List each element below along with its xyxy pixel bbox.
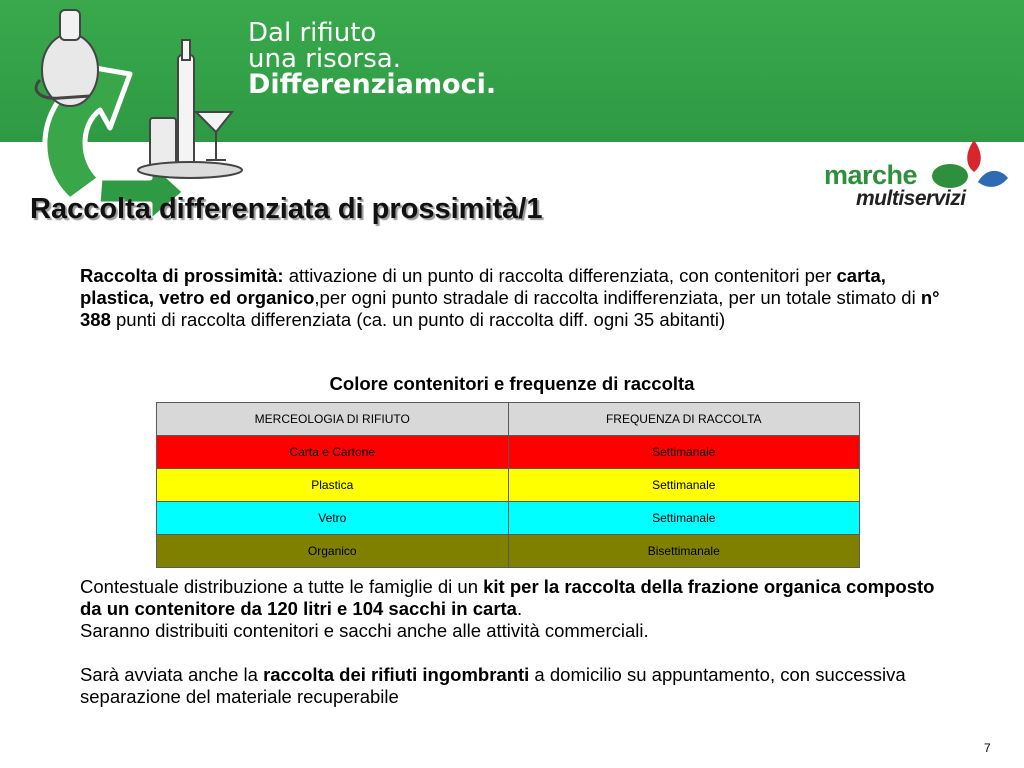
header-material: MERCEOLOGIA DI RIFIUTO [157, 403, 509, 436]
table-row [157, 469, 860, 502]
material-cell: Vetro [157, 502, 509, 535]
frequency-cell: Bisettimanale [508, 535, 860, 568]
header-frequency: FREQUENZA DI RACCOLTA [508, 403, 860, 436]
table-row [157, 502, 860, 535]
page-number: 7 [984, 741, 991, 755]
kit-text-3: Saranno distribuiti contenitori e sacchi anche alle attività commerciali. [80, 620, 649, 641]
material-cell: Organico [157, 535, 509, 568]
slogan-line-1: Dal rifiuto [248, 18, 377, 48]
logo-word-multiservizi: multiservizi [856, 187, 966, 210]
intro-text-3: punti di raccolta differenziata (ca. un punto di raccolta diff. ogni 35 abitanti) [110, 309, 726, 330]
bulky-text-1: Sarà avviata anche la [80, 664, 264, 685]
company-logo [820, 138, 1010, 216]
bulky-text-2: a domicilio su appuntamento, con successiva separazione del materiale recuperabile [80, 664, 906, 707]
intro-materials: carta, plastica, vetro ed organico [80, 265, 886, 308]
kit-highlight: kit per la raccolta della frazione organica composto da un contenitore da 120 litri e 104 sacchi in carta [80, 576, 935, 619]
page-title: Raccolta differenziata di prossimità/1 [30, 193, 543, 225]
logo-word-marche: marche [824, 160, 918, 190]
slogan [248, 20, 496, 98]
intro-label: Raccolta di prossimità: [80, 265, 284, 286]
intro-paragraph [80, 265, 950, 331]
frequency-cell: Settimanale [508, 469, 860, 502]
intro-count: n° 388 [80, 287, 940, 330]
table-row [157, 535, 860, 568]
bulky-highlight: raccolta dei rifiuti ingombranti [263, 664, 530, 685]
slogan-line-2: una risorsa. [248, 44, 401, 74]
material-cell: Carta e Cartone [157, 436, 509, 469]
kit-paragraph [80, 576, 960, 642]
table-caption: Colore contenitori e frequenze di raccolta [329, 373, 695, 394]
table-row [157, 436, 860, 469]
kit-text-2: . [516, 598, 523, 619]
frequency-cell: Settimanale [508, 502, 860, 535]
intro-text-1: attivazione di un punto di raccolta differenziata, con contenitori per [283, 265, 837, 286]
frequency-cell: Settimanale [508, 436, 860, 469]
collection-frequency-table [156, 402, 860, 568]
kit-text-1: Contestuale distribuzione a tutte le famiglie di un [80, 576, 484, 597]
intro-text-2: ,per ogni punto stradale di raccolta indifferenziata, per un totale stimato di [314, 287, 921, 308]
slogan-line-3: Differenziamoci. [248, 69, 497, 100]
table-header-row [157, 403, 860, 436]
material-cell: Plastica [157, 469, 509, 502]
bulky-waste-paragraph [80, 664, 960, 708]
